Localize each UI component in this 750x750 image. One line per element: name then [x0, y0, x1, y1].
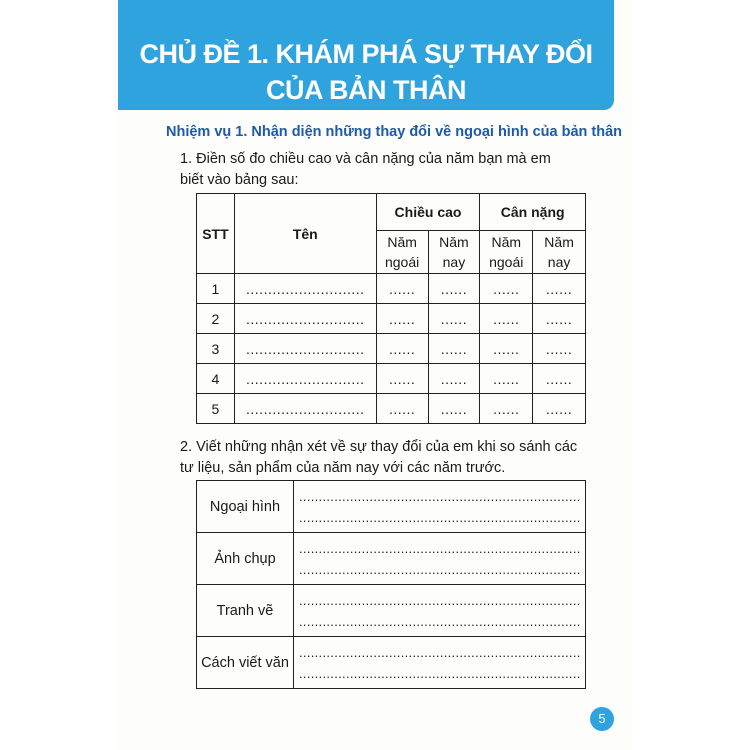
weight-last-year-header: Năm ngoái	[480, 231, 533, 274]
weight-this-year-blank[interactable]: ......	[533, 394, 586, 424]
page-title	[118, 36, 614, 108]
page-number-badge: 5	[590, 707, 614, 731]
answer-line[interactable]: ........................................................................	[299, 540, 581, 556]
answer-lines[interactable]	[294, 533, 586, 585]
row-label-drawing: Tranh vẽ	[197, 585, 294, 637]
height-this-year-blank[interactable]: ......	[428, 274, 480, 304]
height-this-year-header: Năm nay	[428, 231, 480, 274]
table-row	[197, 274, 586, 304]
col-height-header: Chiều cao	[376, 194, 480, 231]
weight-this-year-blank[interactable]: ......	[533, 274, 586, 304]
height-this-year-blank[interactable]: ......	[428, 304, 480, 334]
answer-line[interactable]: ........................................................................	[299, 488, 581, 504]
table-row	[197, 481, 586, 533]
answer-line[interactable]: ........................................................................	[299, 613, 581, 629]
height-last-year-header: Năm ngoái	[376, 231, 428, 274]
question-2-text: 2. Viết những nhận xét về sự thay đổi của em khi so sánh các tư liệu, sản phẩm của năm nay với các năm trước.	[180, 439, 578, 476]
col-name-header: Tên	[234, 194, 376, 274]
height-weight-table	[196, 193, 586, 424]
answer-lines[interactable]	[294, 585, 586, 637]
row-number: 2	[197, 304, 235, 334]
table-row	[197, 334, 586, 364]
height-last-year-blank[interactable]: ......	[376, 334, 428, 364]
table-row	[197, 637, 586, 689]
table-row	[197, 394, 586, 424]
weight-last-year-blank[interactable]: ......	[480, 394, 533, 424]
title-line-2: CỦA BẢN THÂN	[266, 75, 466, 105]
height-this-year-blank[interactable]: ......	[428, 334, 480, 364]
col-weight-header: Cân nặng	[480, 194, 586, 231]
answer-line[interactable]: ........................................................................	[299, 509, 581, 525]
weight-last-year-blank[interactable]: ......	[480, 274, 533, 304]
title-line-1: CHỦ ĐỀ 1. KHÁM PHÁ SỰ THAY ĐỔI	[139, 39, 593, 69]
answer-lines[interactable]	[294, 637, 586, 689]
name-blank[interactable]: ...........................	[234, 274, 376, 304]
height-this-year-blank[interactable]: ......	[428, 394, 480, 424]
height-last-year-blank[interactable]: ......	[376, 364, 428, 394]
weight-this-year-blank[interactable]: ......	[533, 334, 586, 364]
question-1-text: 1. Điền số đo chiều cao và cân nặng của năm bạn mà em biết vào bảng sau:	[180, 151, 551, 188]
height-last-year-blank[interactable]: ......	[376, 304, 428, 334]
table-row	[197, 304, 586, 334]
answer-line[interactable]: ........................................................................	[299, 561, 581, 577]
name-blank[interactable]: ...........................	[234, 304, 376, 334]
weight-last-year-blank[interactable]: ......	[480, 334, 533, 364]
name-blank[interactable]: ...........................	[234, 334, 376, 364]
table-row	[197, 585, 586, 637]
weight-last-year-blank[interactable]: ......	[480, 364, 533, 394]
mission-heading: Nhiệm vụ 1. Nhận diện những thay đổi về ngoại hình của bản thân	[166, 124, 623, 140]
row-number: 4	[197, 364, 235, 394]
observation-table	[196, 480, 586, 689]
row-label-photo: Ảnh chụp	[197, 533, 294, 585]
answer-line[interactable]: ........................................................................	[299, 665, 581, 681]
height-this-year-blank[interactable]: ......	[428, 364, 480, 394]
weight-this-year-blank[interactable]: ......	[533, 304, 586, 334]
col-stt-header: STT	[197, 194, 235, 274]
row-number: 3	[197, 334, 235, 364]
height-last-year-blank[interactable]: ......	[376, 394, 428, 424]
answer-lines[interactable]	[294, 481, 586, 533]
weight-last-year-blank[interactable]: ......	[480, 304, 533, 334]
weight-this-year-header: Năm nay	[533, 231, 586, 274]
height-last-year-blank[interactable]: ......	[376, 274, 428, 304]
name-blank[interactable]: ...........................	[234, 364, 376, 394]
row-number: 5	[197, 394, 235, 424]
row-label-writing: Cách viết văn	[197, 637, 294, 689]
answer-line[interactable]: ........................................................................	[299, 644, 581, 660]
weight-this-year-blank[interactable]: ......	[533, 364, 586, 394]
row-number: 1	[197, 274, 235, 304]
row-label-appearance: Ngoại hình	[197, 481, 294, 533]
answer-line[interactable]: ........................................................................	[299, 592, 581, 608]
table-row	[197, 533, 586, 585]
name-blank[interactable]: ...........................	[234, 394, 376, 424]
table-row	[197, 364, 586, 394]
